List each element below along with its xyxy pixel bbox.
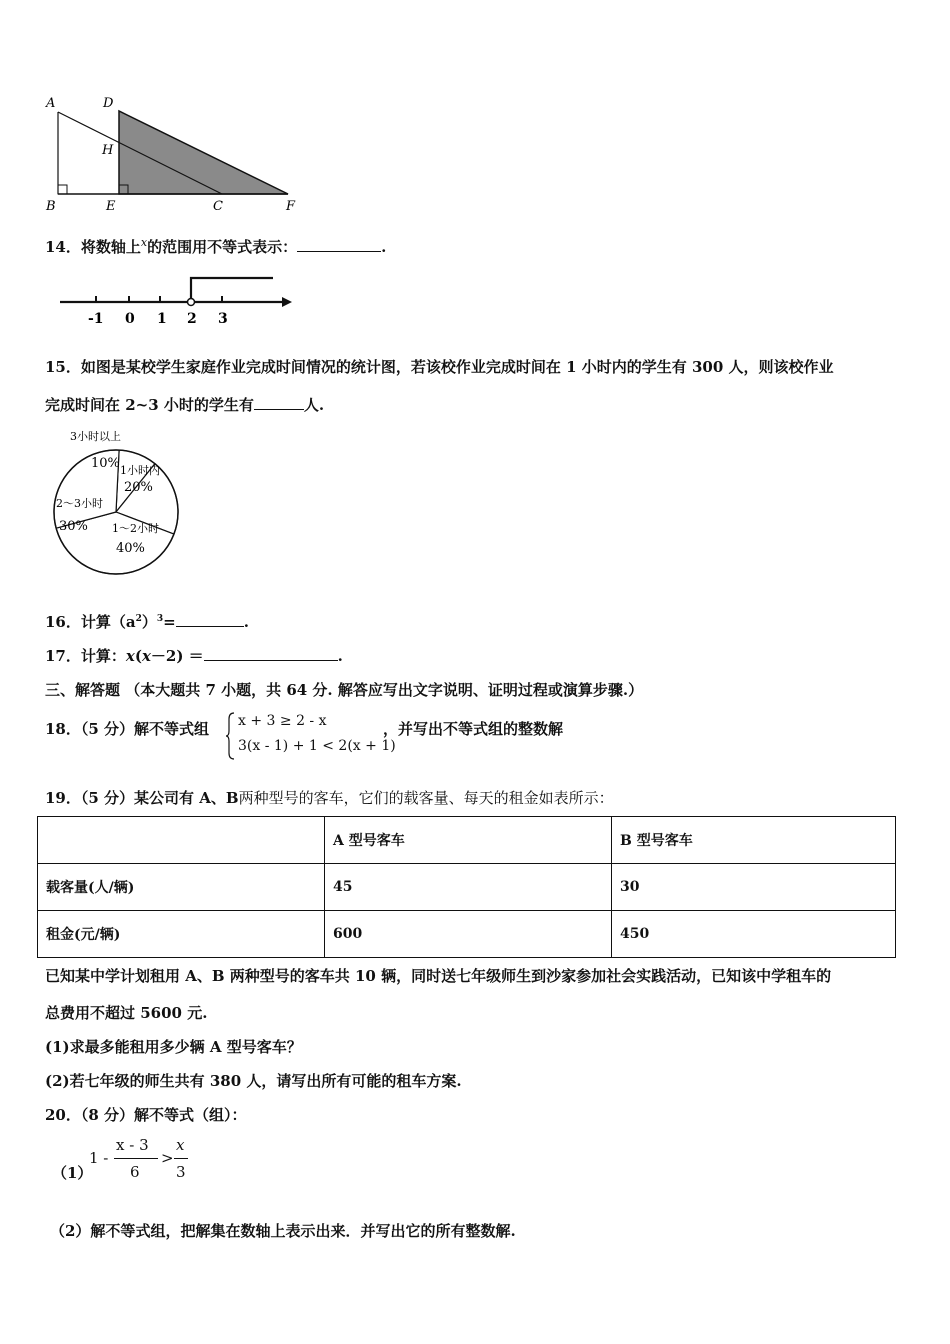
q14-prefix: 14．将数轴上 xyxy=(45,238,141,256)
solution-ray xyxy=(191,278,273,302)
answer-blank[interactable] xyxy=(254,395,304,410)
q15-suffix: 人. xyxy=(303,396,325,414)
system-brace xyxy=(226,712,236,760)
question-14 xyxy=(45,236,386,257)
q17-prefix: 17．计算： xyxy=(45,647,126,665)
q17-x2: x xyxy=(141,647,151,665)
label-c: C xyxy=(213,199,223,214)
fraction-1-bar xyxy=(114,1158,158,1159)
q14-suffix: 的范围用不等式表示： xyxy=(147,238,298,256)
q16-exp2: 3 xyxy=(156,614,164,624)
arrow-head xyxy=(282,297,292,307)
question-15-line2 xyxy=(45,394,324,415)
inequality-2: 3(x - 1) + 1 < 2(x + 1) xyxy=(238,738,396,754)
question-19-para-1: 已知某中学计划租用 A、B 两种型号的客车共 10 辆，同时送七年级师生到沙家参加社会实践活动，已知该中学租车的 xyxy=(45,967,832,985)
pie-value-label: 30% xyxy=(59,519,88,534)
q17-end: . xyxy=(337,647,343,665)
q16-end: . xyxy=(243,613,249,631)
table-header-row xyxy=(38,817,896,864)
table-cell: 45 xyxy=(325,864,612,911)
label-h: H xyxy=(102,143,114,158)
tick-label: -1 xyxy=(88,311,104,327)
pie-value-label: 40% xyxy=(116,541,145,556)
pie-value-label: 10% xyxy=(91,456,120,471)
table-cell: 租金(元/辆) xyxy=(38,911,325,958)
label-a: A xyxy=(46,96,56,111)
question-15-line1: 15．如图是某校学生家庭作业完成时间情况的统计图，若该校作业完成时间在 1 小时内的学生有 300 人，则该校作业 xyxy=(45,358,834,376)
table-cell: 600 xyxy=(325,911,612,958)
answer-blank[interactable] xyxy=(176,612,244,627)
fraction-1-numerator: x - 3 xyxy=(116,1136,149,1154)
table-row xyxy=(38,911,896,958)
q17-x: x xyxy=(125,647,135,665)
label-f: F xyxy=(286,199,296,214)
number-line-14 xyxy=(58,270,298,330)
table-row xyxy=(38,864,896,911)
tick-label: 0 xyxy=(125,311,135,327)
tick-label: 2 xyxy=(187,311,197,327)
pie-category-label: 2～3小时 xyxy=(56,497,103,510)
section-3-title: 三、解答题 （本大题共 7 小题，共 64 分. 解答应写出文字说明、证明过程或演算步骤.） xyxy=(45,681,644,699)
fraction-2-denominator: 3 xyxy=(176,1163,186,1181)
question-19-sub-1: (1)求最多能租用多少辆 A 型号客车？ xyxy=(45,1038,302,1056)
pie-category-label: 1～2小时 xyxy=(112,522,159,535)
inequality-1: x + 3 ≥ 2 - x xyxy=(238,713,327,729)
fraction-2-bar xyxy=(174,1158,188,1159)
right-angle-b xyxy=(58,185,67,194)
q17-paren: ( xyxy=(134,647,142,665)
pie-value-label: 20% xyxy=(124,480,153,495)
label-d: D xyxy=(103,96,114,111)
q14-var: x xyxy=(140,236,148,249)
table-cell: 载客量(人/辆) xyxy=(38,864,325,911)
q16-prefix: 16．计算（a xyxy=(45,613,136,631)
fraction-1-denominator: 6 xyxy=(130,1163,140,1181)
answer-blank[interactable] xyxy=(204,646,338,661)
triangle-figure xyxy=(40,92,310,217)
question-20-title: 20．（8 分）解不等式（组）： xyxy=(45,1106,247,1124)
table-header-cell xyxy=(38,817,325,864)
q19-intro-bold: 19．（5 分）某公司有 A、B xyxy=(45,789,239,807)
answer-blank[interactable] xyxy=(297,237,381,252)
greater-than: > xyxy=(161,1149,174,1167)
pie-chart xyxy=(40,424,200,580)
table-cell: 30 xyxy=(612,864,896,911)
question-17 xyxy=(45,645,343,666)
table-header-cell: B 型号客车 xyxy=(612,817,896,864)
q20-part1-label: （1） xyxy=(52,1164,93,1182)
q16-mid: ） xyxy=(141,613,157,631)
q20-one-minus: 1 - xyxy=(89,1149,109,1167)
table-header-cell: A 型号客车 xyxy=(325,817,612,864)
tick-label: 1 xyxy=(157,311,167,327)
q15-prefix: 完成时间在 2~3 小时的学生有 xyxy=(45,396,254,414)
fraction-2-numerator: x xyxy=(176,1136,185,1154)
tick-label: 3 xyxy=(218,311,228,327)
question-18-suffix: ，并写出不等式组的整数解 xyxy=(383,720,564,738)
q16-suffix: = xyxy=(163,613,176,631)
pie-category-label: 1小时内 xyxy=(120,464,160,477)
open-circle xyxy=(188,299,195,306)
label-b: B xyxy=(46,199,56,214)
q16-exp1: 2 xyxy=(135,614,142,624)
pie-category-label: 3小时以上 xyxy=(70,430,121,443)
q19-intro-normal: 两种型号的客车，它们的载客量、每天的租金如表所示： xyxy=(238,789,614,807)
q17-rest: －2) ＝ xyxy=(150,647,204,665)
question-19-intro xyxy=(45,787,614,808)
shaded-triangle xyxy=(119,111,288,194)
question-19-sub-2: (2)若七年级的师生共有 380 人，请写出所有可能的租车方案. xyxy=(45,1072,462,1090)
question-19-para-2: 总费用不超过 5600 元. xyxy=(45,1004,208,1022)
label-e: E xyxy=(106,199,116,214)
question-18-prefix: 18．（5 分）解不等式组 xyxy=(45,720,210,738)
question-20-part-2: （2）解不等式组，把解集在数轴上表示出来．并写出它的所有整数解. xyxy=(50,1222,516,1240)
bus-table xyxy=(37,816,896,958)
question-16 xyxy=(45,611,249,632)
q14-end: . xyxy=(381,238,387,256)
table-cell: 450 xyxy=(612,911,896,958)
